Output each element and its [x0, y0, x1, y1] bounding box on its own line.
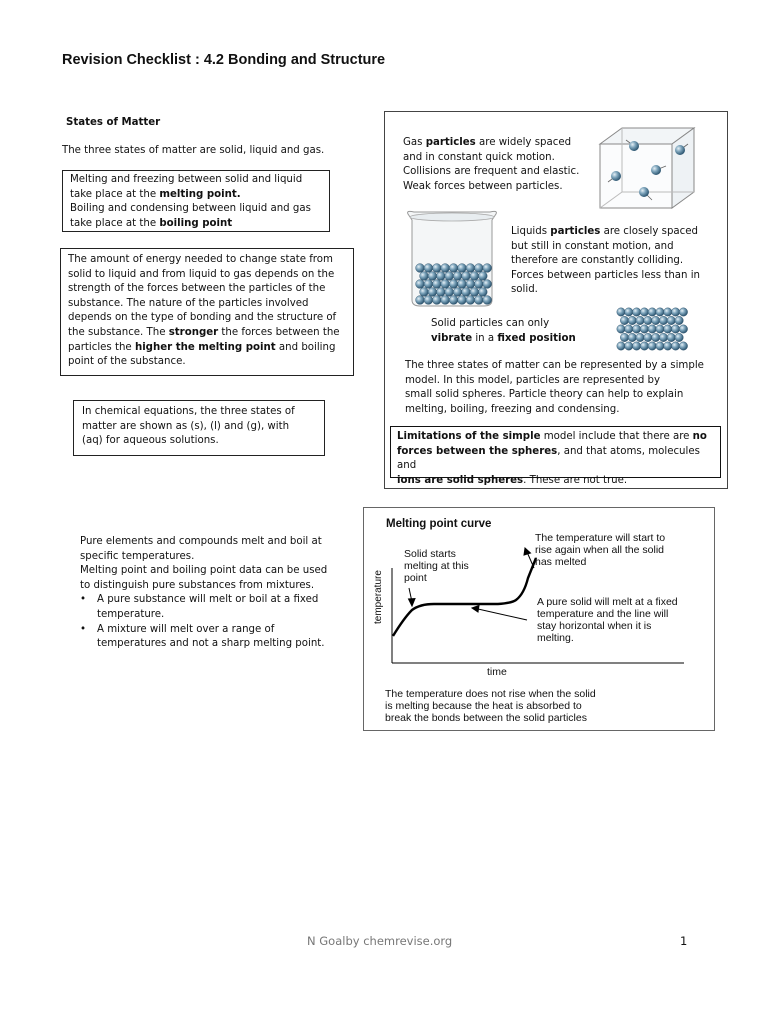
particle-sphere: [659, 333, 667, 341]
gas-description: Gas particles are widely spaced and in constant quick motion. Collisions are frequent and elastic. Weak forces between particles.: [403, 137, 580, 192]
particle-sphere: [449, 296, 458, 305]
particle-sphere: [453, 288, 462, 297]
particle-sphere: [632, 308, 640, 316]
text-line: matter are shown as (s), (l) and (g), with: [82, 420, 290, 432]
particle-sphere: [466, 264, 475, 273]
particle-sphere: [636, 316, 644, 324]
particle-sphere: [671, 325, 679, 333]
particle-sphere: [675, 333, 683, 341]
text-line: Boiling and condensing between liquid and gas: [70, 203, 311, 215]
solid-description: Solid particles can only vibrate in a fixed position: [431, 318, 576, 344]
particle-sphere: [474, 280, 483, 289]
text-line: In chemical equations, the three states of: [82, 406, 295, 417]
particle-sphere: [432, 280, 441, 289]
bullet-item: • A pure substance will melt or boil at a fixed temperature.: [80, 594, 319, 620]
text-line: the substance. The stronger the forces between the: [68, 326, 340, 338]
particle-sphere: [449, 280, 458, 289]
particle-sphere: [679, 308, 687, 316]
particle-sphere: [458, 296, 467, 305]
particle-sphere: [420, 288, 429, 297]
solid-lattice-image: [616, 306, 690, 352]
text-line: The amount of energy needed to change state from: [68, 254, 333, 265]
particle-sphere: [474, 264, 483, 273]
text-line: point of the substance.: [68, 356, 186, 368]
particle-sphere: [628, 333, 636, 341]
particle-sphere: [445, 272, 454, 281]
solid-starts-annotation: Solid starts melting at this point: [404, 548, 469, 584]
particle-sphere: [675, 316, 683, 324]
particle-sphere: [652, 333, 660, 341]
particle-sphere: [664, 308, 672, 316]
particle-sphere: [656, 308, 664, 316]
particle-sphere: [679, 325, 687, 333]
particle-sphere: [667, 316, 675, 324]
particle-sphere: [432, 296, 441, 305]
particle-sphere: [625, 308, 633, 316]
particle-sphere: [445, 288, 454, 297]
x-axis-label: time: [487, 666, 507, 678]
text-line: Melting and freezing between solid and liquid: [70, 174, 303, 185]
model-description: The three states of matter can be represented by a simple model. In this model, particles are represented by small solid spheres. Particle theory can help to explain melting, boiling, freezing and condensing.: [405, 360, 704, 415]
particle-sphere: [462, 288, 471, 297]
text-line: (aq) for aqueous solutions.: [82, 435, 219, 447]
page-title: Revision Checklist : 4.2 Bonding and Structure: [62, 52, 386, 68]
particle-sphere: [656, 342, 664, 350]
pure-solid-annotation: A pure solid will melt at a fixed temperature and the line will stay horizontal when it is melting.: [537, 596, 678, 644]
particle-sphere: [625, 325, 633, 333]
particle-sphere: [664, 325, 672, 333]
particle-sphere: [478, 288, 487, 297]
particle-sphere: [648, 342, 656, 350]
particle-sphere: [428, 288, 437, 297]
curve-caption: The temperature does not rise when the solid is melting because the heat is absorbed to break the bonds between the solid particles: [385, 688, 596, 724]
particle-sphere: [420, 272, 429, 281]
particle-sphere: [617, 342, 625, 350]
particle-sphere: [436, 272, 445, 281]
state-symbols-box: [73, 400, 325, 456]
particle-sphere: [644, 316, 652, 324]
particle-sphere: [667, 333, 675, 341]
particle-sphere: [470, 288, 479, 297]
particle-sphere: [640, 325, 648, 333]
text-line: substance. The nature of the particles involved: [68, 297, 309, 309]
particle-sphere: [449, 264, 458, 273]
particle-sphere: [466, 296, 475, 305]
particle-sphere: [628, 316, 636, 324]
particle-sphere: [470, 272, 479, 281]
particle-sphere: [659, 316, 667, 324]
intro-text: The three states of matter are solid, liquid and gas.: [62, 145, 325, 156]
footer-credit: N Goalby chemrevise.org: [307, 934, 453, 948]
particle-sphere: [483, 280, 492, 289]
particle-sphere: [671, 342, 679, 350]
curve-title: Melting point curve: [386, 518, 492, 530]
particle-sphere: [679, 342, 687, 350]
particle-sphere: [478, 272, 487, 281]
particle-sphere: [424, 296, 433, 305]
page-number: 1: [680, 934, 688, 948]
particle-sphere: [483, 264, 492, 273]
particle-sphere: [416, 296, 425, 305]
particle-sphere: [416, 264, 425, 273]
gas-particles-image: [596, 124, 698, 212]
text-line: take place at the boiling point: [70, 217, 233, 229]
liquid-beaker-image: [404, 208, 500, 310]
particle-sphere: [664, 342, 672, 350]
text-line: take place at the melting point.: [70, 188, 241, 200]
particle-sphere: [625, 342, 633, 350]
particle-sphere: [474, 296, 483, 305]
particle-sphere: [483, 296, 492, 305]
pure-substances-text: Pure elements and compounds melt and boil at specific temperatures. Melting point and boiling point data can be used to distinguish pure substances from mixtures. • A pure substance will melt or boil at a fixed temperature. • A mixture will melt over a range of temperatures and not a sharp melting point.: [80, 535, 327, 652]
particle-sphere: [636, 333, 644, 341]
particle-sphere: [617, 308, 625, 316]
text-line: solid to liquid and from liquid to gas depends on the: [68, 268, 335, 280]
particle-sphere: [458, 280, 467, 289]
section-heading: States of Matter: [66, 117, 161, 128]
particle-sphere: [458, 264, 467, 273]
particle-sphere: [441, 296, 450, 305]
particle-sphere: [620, 333, 628, 341]
liquid-description: Liquids particles are closely spaced but still in constant motion, and therefore are constantly colliding. Forces between particles less than in solid.: [511, 226, 700, 296]
particle-sphere: [466, 280, 475, 289]
particle-sphere: [441, 264, 450, 273]
particle-sphere: [416, 280, 425, 289]
particle-sphere: [632, 325, 640, 333]
particle-sphere: [656, 325, 664, 333]
particle-sphere: [652, 316, 660, 324]
particle-sphere: [424, 280, 433, 289]
particle-sphere: [441, 280, 450, 289]
particle-sphere: [632, 342, 640, 350]
bullet-item: • A mixture will melt over a range of temperatures and not a sharp melting point.: [80, 623, 325, 650]
particle-sphere: [462, 272, 471, 281]
particle-sphere: [617, 325, 625, 333]
limitations-box: Limitations of the simple model include that there are no forces between the spheres, and that atoms, molecules and ions are solid spheres. These are not true.: [390, 426, 721, 478]
particle-sphere: [428, 272, 437, 281]
melting-boiling-box: [62, 170, 330, 232]
particle-sphere: [640, 308, 648, 316]
particle-sphere: [424, 264, 433, 273]
energy-box: [60, 248, 354, 376]
text-line: depends on the type of bonding and the structure of: [68, 312, 337, 324]
particle-sphere: [644, 333, 652, 341]
particle-sphere: [648, 325, 656, 333]
text-line: particles the higher the melting point and boiling: [68, 341, 336, 353]
particle-sphere: [453, 272, 462, 281]
particle-sphere: [671, 308, 679, 316]
particle-sphere: [620, 316, 628, 324]
text-line: strength of the forces between the particles of the: [68, 283, 326, 295]
particle-sphere: [436, 288, 445, 297]
particle-sphere: [640, 342, 648, 350]
particle-sphere: [648, 308, 656, 316]
particle-sphere: [432, 264, 441, 273]
temp-rise-annotation: The temperature will start to rise again when all the solid has melted: [535, 532, 666, 568]
